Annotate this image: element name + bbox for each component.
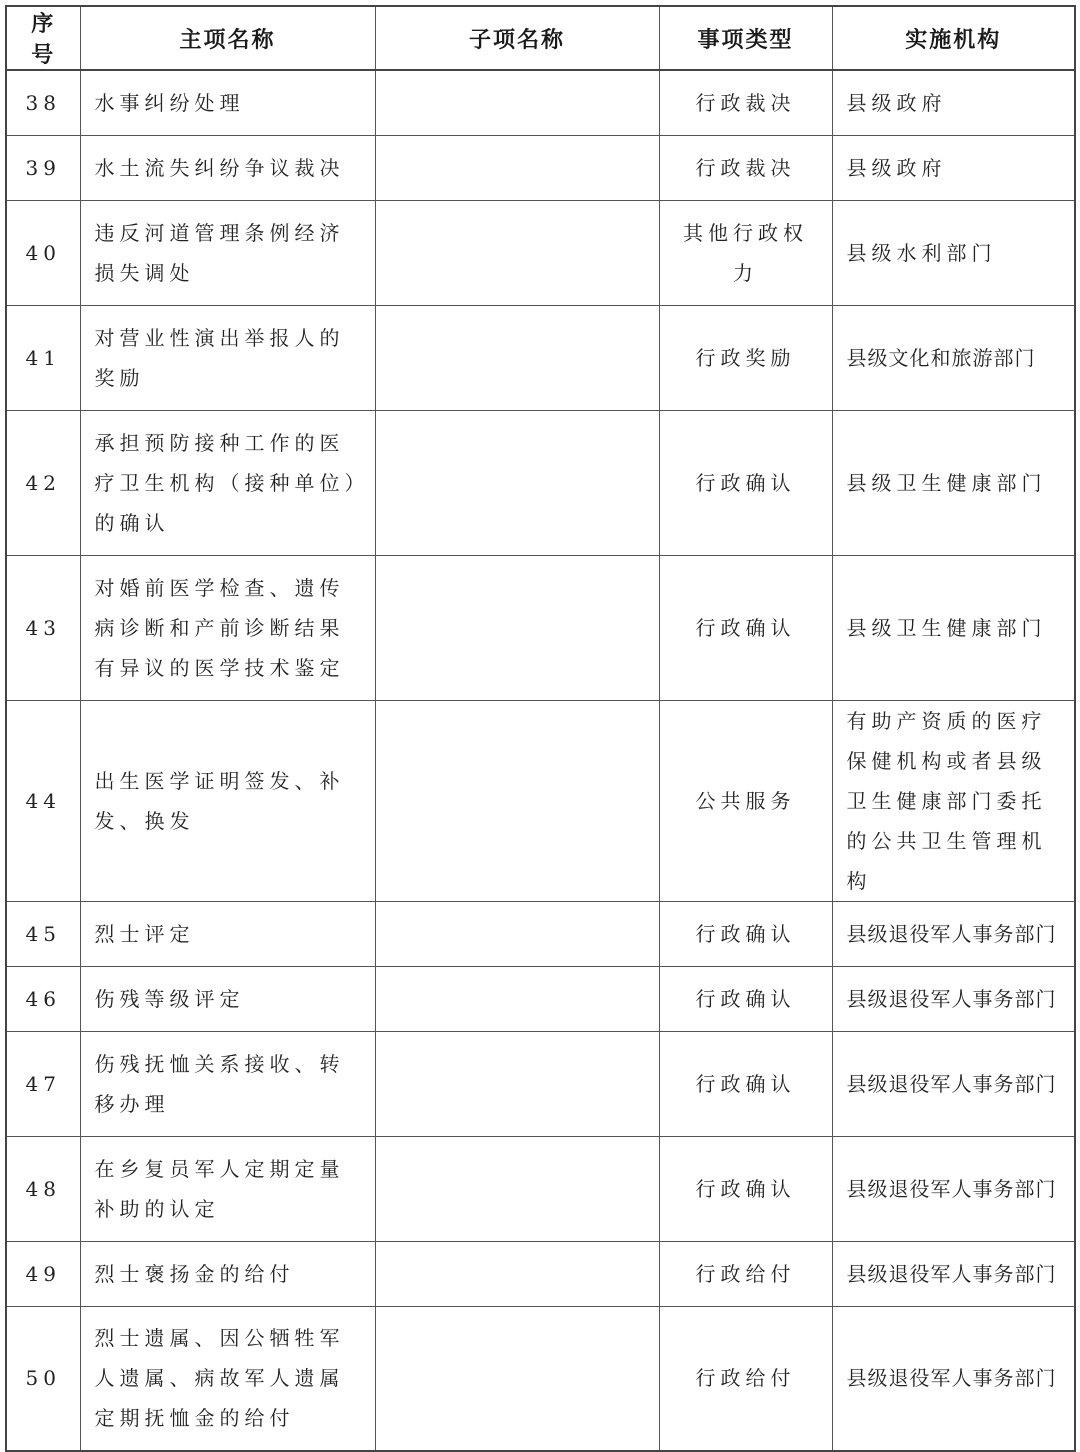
- cell-sub-item-name: [375, 70, 659, 135]
- cell-implementing-agency: 县级退役军人事务部门: [832, 901, 1075, 966]
- cell-serial-number: 42: [6, 410, 80, 555]
- cell-main-item-name: 烈士评定: [80, 901, 375, 966]
- cell-serial-number: 44: [6, 700, 80, 901]
- cell-sub-item-name: [375, 901, 659, 966]
- cell-implementing-agency: 县级水利部门: [832, 200, 1075, 305]
- cell-serial-number: 39: [6, 135, 80, 200]
- table-row: [6, 1136, 1075, 1241]
- cell-main-item-name: 在乡复员军人定期定量补助的认定: [80, 1136, 375, 1241]
- cell-item-type: 行政确认: [659, 555, 832, 700]
- cell-sub-item-name: [375, 966, 659, 1031]
- cell-implementing-agency: 县级政府: [832, 70, 1075, 135]
- header-sub-item-name: 子项名称: [375, 6, 659, 70]
- cell-item-type: 行政确认: [659, 966, 832, 1031]
- cell-sub-item-name: [375, 700, 659, 901]
- cell-serial-number: 38: [6, 70, 80, 135]
- cell-implementing-agency: 县级退役军人事务部门: [832, 1031, 1075, 1136]
- cell-main-item-name: 伤残等级评定: [80, 966, 375, 1031]
- cell-implementing-agency: 县级退役军人事务部门: [832, 1136, 1075, 1241]
- cell-sub-item-name: [375, 305, 659, 410]
- header-item-type: 事项类型: [659, 6, 832, 70]
- cell-serial-number: 48: [6, 1136, 80, 1241]
- cell-item-type: 行政确认: [659, 1031, 832, 1136]
- table-row: [6, 410, 1075, 555]
- cell-serial-number: 49: [6, 1241, 80, 1306]
- cell-implementing-agency: 县级退役军人事务部门: [832, 966, 1075, 1031]
- cell-sub-item-name: [375, 1031, 659, 1136]
- cell-sub-item-name: [375, 410, 659, 555]
- cell-implementing-agency: 县级卫生健康部门: [832, 555, 1075, 700]
- cell-serial-number: 41: [6, 305, 80, 410]
- table-row: [6, 200, 1075, 305]
- table-row: [6, 1306, 1075, 1451]
- cell-main-item-name: 对营业性演出举报人的奖励: [80, 305, 375, 410]
- table-row: [6, 966, 1075, 1031]
- cell-serial-number: 45: [6, 901, 80, 966]
- cell-item-type: 行政裁决: [659, 135, 832, 200]
- cell-serial-number: 43: [6, 555, 80, 700]
- document-page: [5, 5, 1074, 1452]
- table-row: [6, 70, 1075, 135]
- cell-implementing-agency: 有助产资质的医疗保健机构或者县级卫生健康部门委托的公共卫生管理机构: [832, 700, 1075, 901]
- cell-main-item-name: 出生医学证明签发、补发、换发: [80, 700, 375, 901]
- cell-main-item-name: 水土流失纠纷争议裁决: [80, 135, 375, 200]
- cell-implementing-agency: 县级卫生健康部门: [832, 410, 1075, 555]
- cell-serial-number: 47: [6, 1031, 80, 1136]
- header-main-item-name: 主项名称: [80, 6, 375, 70]
- cell-sub-item-name: [375, 200, 659, 305]
- cell-item-type: 其他行政权力: [659, 200, 832, 305]
- cell-item-type: 行政确认: [659, 1136, 832, 1241]
- cell-implementing-agency: 县级退役军人事务部门: [832, 1306, 1075, 1451]
- table-row: [6, 135, 1075, 200]
- cell-item-type: 行政给付: [659, 1306, 832, 1451]
- cell-item-type: 公共服务: [659, 700, 832, 901]
- table-row: [6, 901, 1075, 966]
- cell-main-item-name: 违反河道管理条例经济损失调处: [80, 200, 375, 305]
- cell-item-type: 行政裁决: [659, 70, 832, 135]
- cell-serial-number: 46: [6, 966, 80, 1031]
- cell-item-type: 行政给付: [659, 1241, 832, 1306]
- header-implementing-agency: 实施机构: [832, 6, 1075, 70]
- cell-sub-item-name: [375, 1136, 659, 1241]
- cell-main-item-name: 伤残抚恤关系接收、转移办理: [80, 1031, 375, 1136]
- cell-item-type: 行政奖励: [659, 305, 832, 410]
- cell-item-type: 行政确认: [659, 410, 832, 555]
- cell-main-item-name: 烈士褒扬金的给付: [80, 1241, 375, 1306]
- cell-implementing-agency: 县级文化和旅游部门: [832, 305, 1075, 410]
- cell-serial-number: 40: [6, 200, 80, 305]
- administrative-items-table: [5, 5, 1076, 1452]
- table-row: [6, 700, 1075, 901]
- cell-main-item-name: 承担预防接种工作的医疗卫生机构（接种单位）的确认: [80, 410, 375, 555]
- table-row: [6, 1241, 1075, 1306]
- cell-main-item-name: 水事纠纷处理: [80, 70, 375, 135]
- cell-main-item-name: 对婚前医学检查、遗传病诊断和产前诊断结果有异议的医学技术鉴定: [80, 555, 375, 700]
- table-row: [6, 1031, 1075, 1136]
- cell-implementing-agency: 县级政府: [832, 135, 1075, 200]
- table-header-row: [6, 6, 1075, 70]
- cell-sub-item-name: [375, 1241, 659, 1306]
- cell-serial-number: 50: [6, 1306, 80, 1451]
- cell-implementing-agency: 县级退役军人事务部门: [832, 1241, 1075, 1306]
- table-row: [6, 555, 1075, 700]
- table-row: [6, 305, 1075, 410]
- cell-sub-item-name: [375, 555, 659, 700]
- cell-main-item-name: 烈士遗属、因公牺牲军人遗属、病故军人遗属定期抚恤金的给付: [80, 1306, 375, 1451]
- cell-sub-item-name: [375, 135, 659, 200]
- cell-item-type: 行政确认: [659, 901, 832, 966]
- header-serial-number: 序号: [6, 6, 80, 70]
- cell-sub-item-name: [375, 1306, 659, 1451]
